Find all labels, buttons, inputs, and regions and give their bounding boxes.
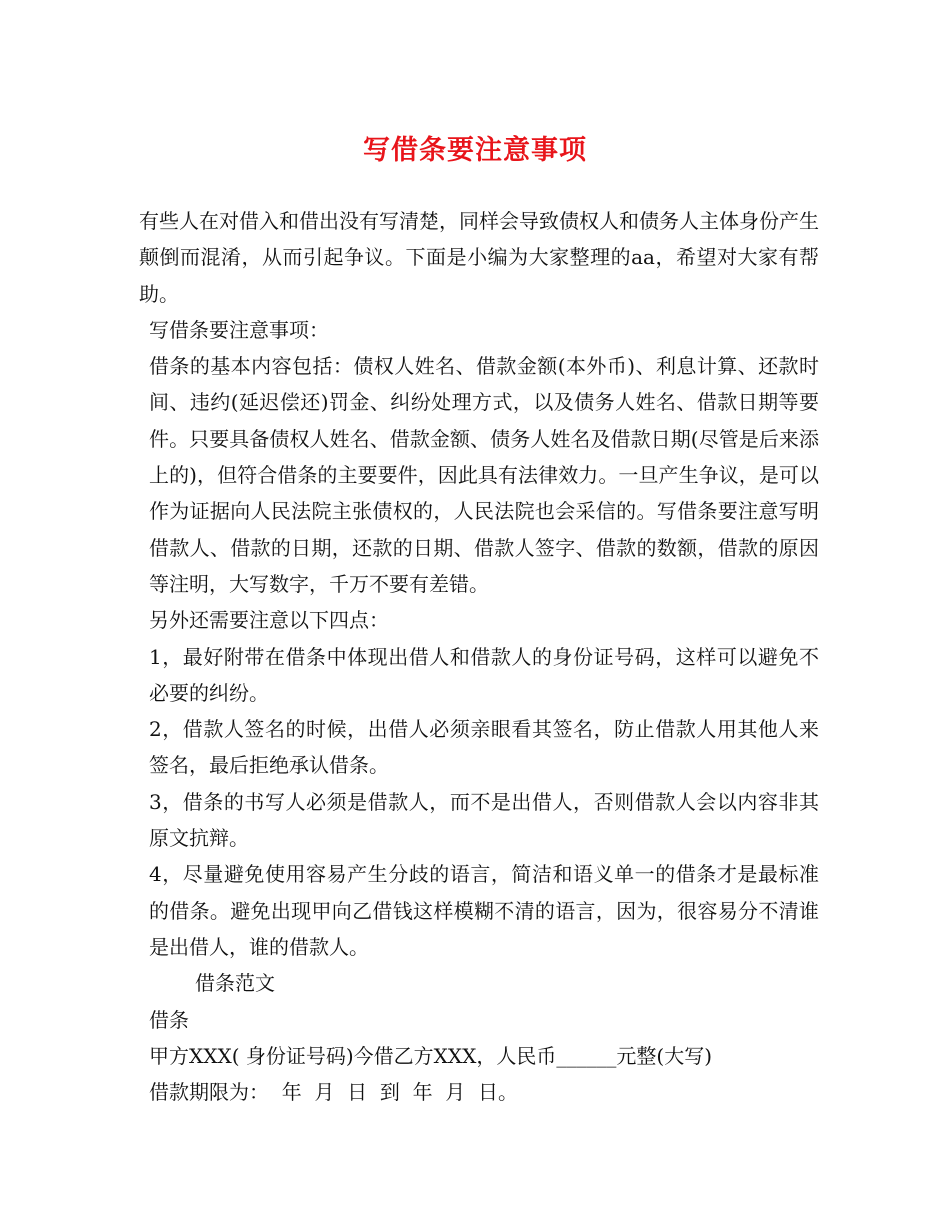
paragraph-sample-line-1: 甲方XXX( 身份证号码)今借乙方XXX，人民币______元整(大写): [149, 1043, 712, 1068]
paragraph-point-3: 3，借条的书写人必须是借款人，而不是出借人，否则借款人会以内容非其原文抗辩。: [149, 789, 819, 851]
paragraph-sample-line-2: 借款期限为： 年 月 日 到 年 月 日。: [149, 1080, 519, 1105]
paragraph-sample-title: 借条: [149, 1007, 189, 1032]
paragraph-point-4: 4，尽量避免使用容易产生分歧的语言，简洁和语义单一的借条才是最标准的借条。避免出现甲向乙借钱这样模糊不清的语言，因为，很容易分不清谁是出借人，谁的借款人。: [149, 862, 819, 959]
paragraph-four-points: 另外还需要注意以下四点：: [149, 608, 389, 633]
paragraph-basic-content: 借条的基本内容包括：债权人姓名、借款金额(本外币)、利息计算、还款时间、违约(延迟偿还)罚金、纠纷处理方式，以及债务人姓名、借款日期等要件。只要具备债权人姓名、借款金额、债务人姓名及借款日期(尽管是后来添上的)，但符合借条的主要要件，因此具有法律效力。一旦产生争议，是可以作为证据向人民法院主张债权的，人民法院也会采信的。写借条要注意写明借款人、借款的日期，还款的日期、借款人签字、借款的数额，借款的原因等注明，大写数字，千万不要有差错。: [149, 354, 819, 596]
paragraph-intro: 有些人在对借入和借出没有写清楚，同样会导致债权人和债务人主体身份产生颠倒而混淆，从而引起争议。下面是小编为大家整理的aa，希望对大家有帮助。: [139, 209, 819, 306]
paragraph-point-1: 1，最好附带在借条中体现出借人和借款人的身份证号码，这样可以避免不必要的纠纷。: [149, 644, 819, 705]
paragraph-point-2: 2，借款人签名的时候，出借人必须亲眼看其签名，防止借款人用其他人来签名，最后拒绝承认借条。: [149, 717, 819, 778]
document-body: [139, 203, 819, 1110]
paragraph-heading-notes: 写借条要注意事项：: [149, 317, 329, 342]
paragraph-sample-heading: 借条范文: [195, 971, 275, 996]
document-title: 写借条要注意事项: [363, 135, 587, 166]
